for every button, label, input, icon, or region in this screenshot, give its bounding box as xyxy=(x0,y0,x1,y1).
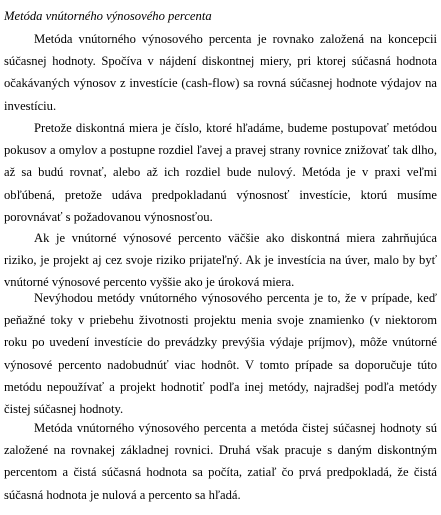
section-heading: Metóda vnútorného výnosového percenta xyxy=(4,9,212,23)
paragraph-3: Ak je vnútorné výnosové percento väčšie ako diskontná miera zahrňujúca riziko, je projekt aj cez svoje riziko prijateľný. Ak je investícia na úver, malo by byť vnútorné výnosové percento vyššie ako je úroková miera. xyxy=(4,231,437,290)
paragraph-1: Metóda vnútorného výnosového percenta je rovnako založená na koncepcii súčasnej hodnoty. Spočíva v nájdení diskontnej miery, pri ktorej súčasná hodnota očakávaných výnosov z investície (cash-flow) sa rovná súčasnej hodnote výdajov na investíciu. xyxy=(4,32,437,113)
paragraph-5: Metóda vnútorného výnosového percenta a metóda čistej súčasnej hodnoty sú založené na rovnakej základnej rovnici. Druhá však pracuje s daným diskontným percentom a čistá súčasná hodnota sa počíta, zatiaľ čo prvá predpokladá, že čistá súčasná hodnota je nulová a percento sa hľadá. xyxy=(4,421,437,502)
paragraph-2: Pretože diskontná miera je číslo, ktoré hľadáme, budeme postupovať metódou pokusov a omylov a postupne rozdiel ľavej a pravej strany rovnice znižovať tak dlho, až sa budú rovnať, alebo až ich rozdiel bude nulový. Metóda je v praxi veľmi obľúbená, pretože udáva predpokladanú výnosnosť investície, ktorú musíme porovnávať s požadovanou výnosnosťou. xyxy=(4,121,437,224)
paragraph-4: Nevýhodou metódy vnútorného výnosového percenta je to, že v prípade, keď peňažné toky v priebehu životnosti projektu menia svoje znamienko (v niektorom roku po uvedení investície do prevádzky prevýšia výdaje príjmov), môže vnútorné výnosové percento nadobudnúť viac hodnôt. V tomto prípade sa doporučuje túto metódu nepoužívať a projekt hodnotiť podľa inej metódy, najradšej podľa metódy čistej súčasnej hodnoty. xyxy=(4,291,437,417)
